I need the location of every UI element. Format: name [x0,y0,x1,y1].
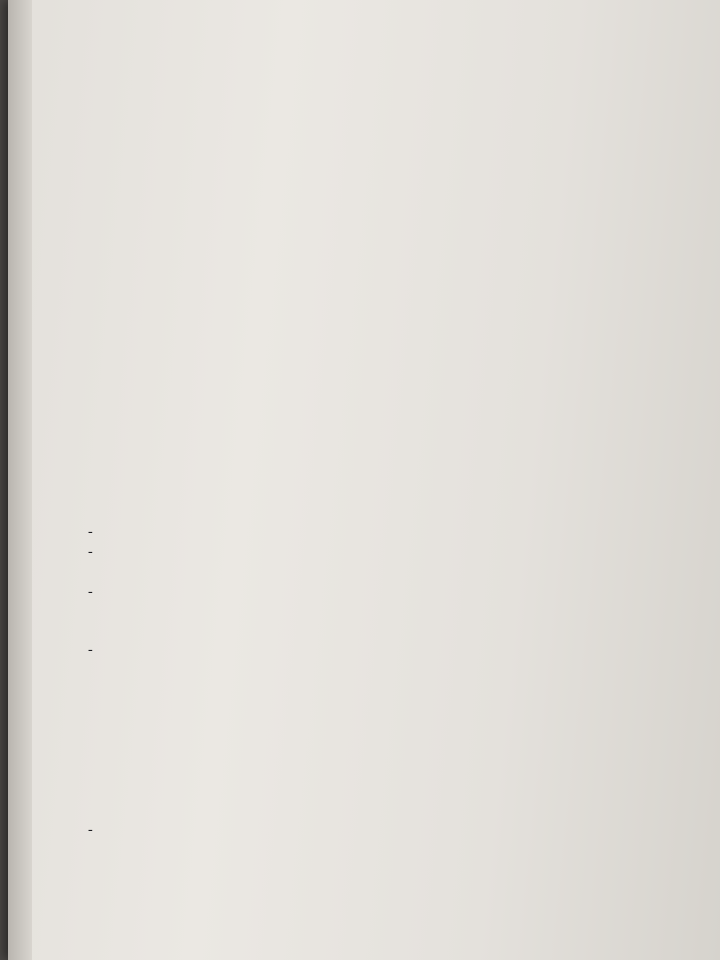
document-page [8,0,720,960]
list-dash: - [88,544,93,560]
list-dash: - [88,524,93,540]
list-dash: - [88,642,93,658]
list-dash: - [88,584,93,600]
page-fold [8,0,32,960]
list-dash: - [88,822,93,838]
